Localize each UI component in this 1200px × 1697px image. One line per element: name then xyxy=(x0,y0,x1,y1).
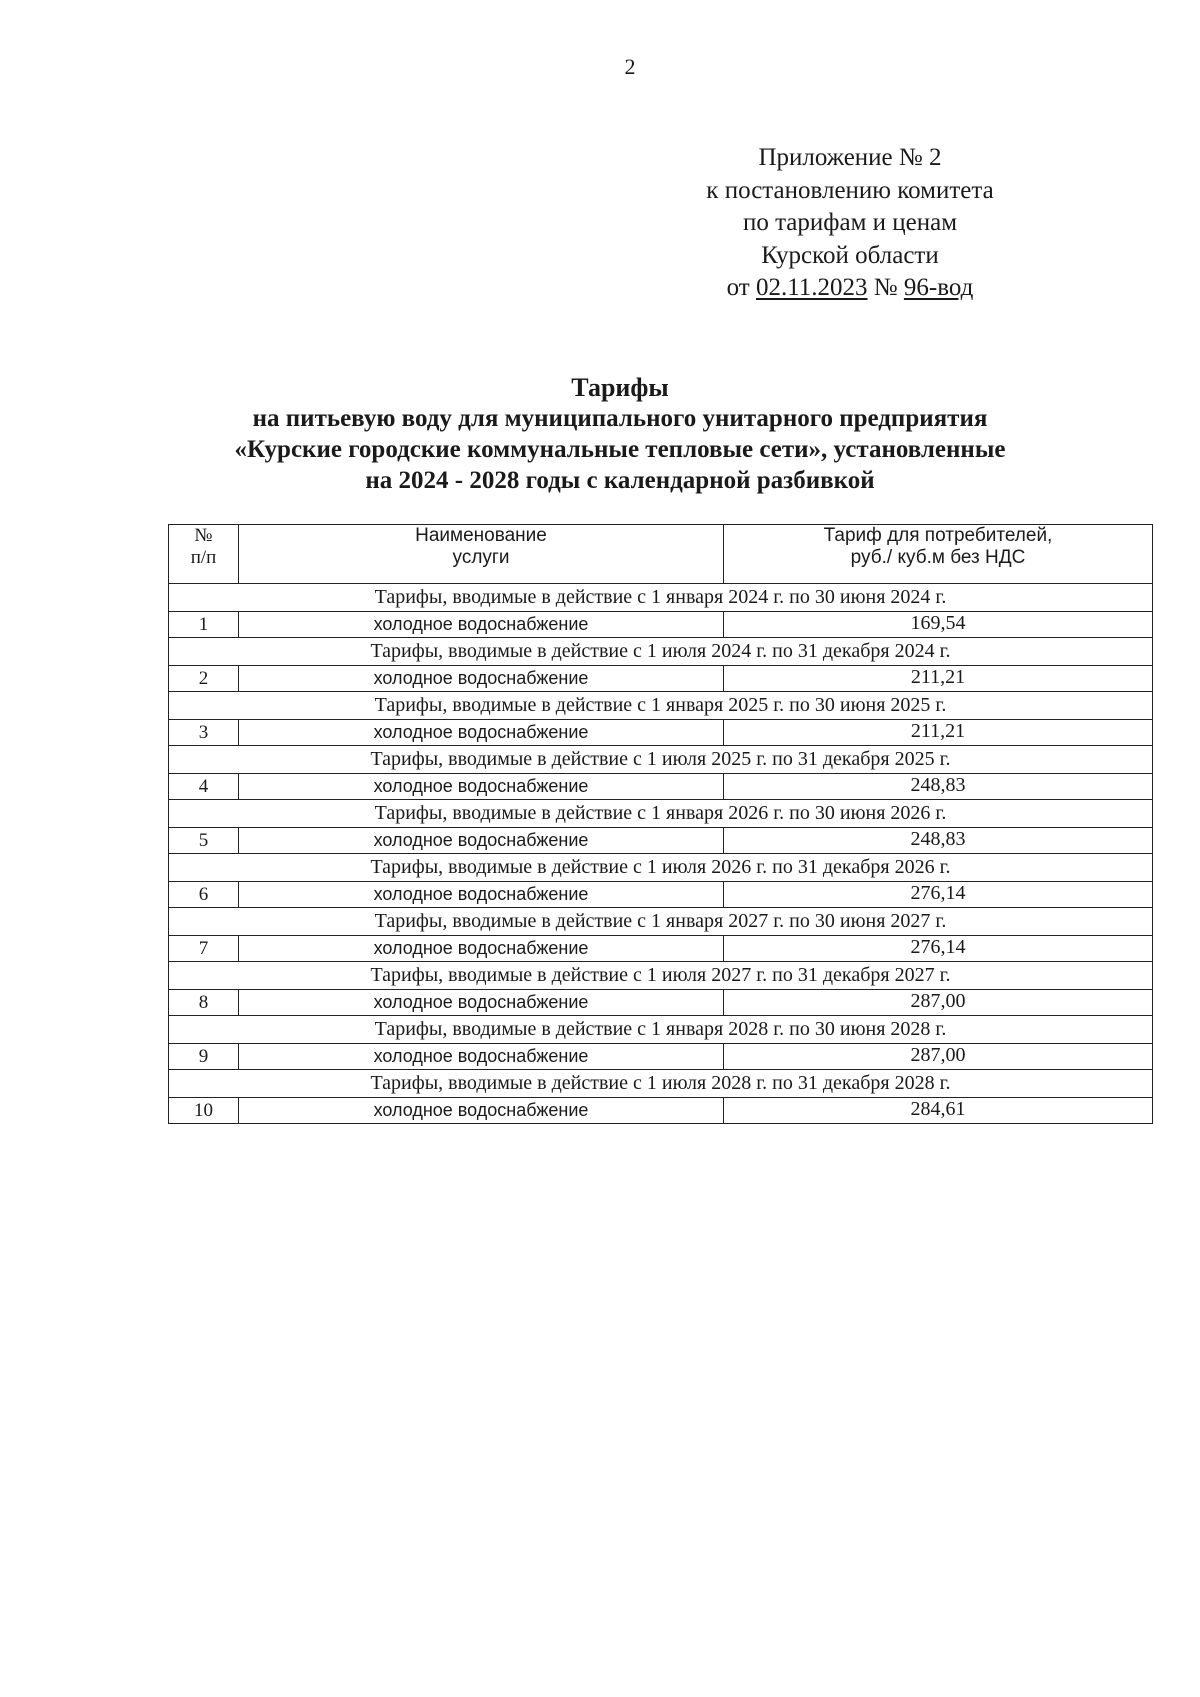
period-row xyxy=(169,1070,1153,1098)
row-tariff: 248,83 xyxy=(724,828,1153,854)
title-main: Тарифы xyxy=(571,373,669,402)
table-row xyxy=(169,720,1153,746)
period-label: Тарифы, вводимые в действие с 1 июля 2025 г. по 31 декабря 2025 г. xyxy=(169,746,1153,774)
appendix-block xyxy=(660,142,1040,305)
period-label: Тарифы, вводимые в действие с 1 января 2024 г. по 30 июня 2024 г. xyxy=(169,584,1153,612)
period-row xyxy=(169,962,1153,990)
table-header-row xyxy=(169,525,1153,584)
table-row xyxy=(169,1098,1153,1124)
row-tariff: 287,00 xyxy=(724,990,1153,1016)
period-row xyxy=(169,584,1153,612)
period-label: Тарифы, вводимые в действие с 1 января 2025 г. по 30 июня 2025 г. xyxy=(169,692,1153,720)
row-number: 6 xyxy=(169,882,239,908)
row-tariff: 284,61 xyxy=(724,1098,1153,1124)
row-number: 4 xyxy=(169,774,239,800)
row-tariff: 276,14 xyxy=(724,936,1153,962)
period-row xyxy=(169,692,1153,720)
table-row xyxy=(169,882,1153,908)
table-row xyxy=(169,774,1153,800)
row-tariff: 248,83 xyxy=(724,774,1153,800)
period-row xyxy=(169,854,1153,882)
header-tariff-line-2: руб./ куб.м без НДС xyxy=(850,547,1026,568)
title-line-3: «Курские городские коммунальные тепловые сети», установленные xyxy=(234,436,1006,463)
row-service: холодное водоснабжение xyxy=(239,882,724,908)
period-label: Тарифы, вводимые в действие с 1 июля 2024 г. по 31 декабря 2024 г. xyxy=(169,638,1153,666)
table-row xyxy=(169,666,1153,692)
header-num-line-2: п/п xyxy=(190,547,217,568)
row-service: холодное водоснабжение xyxy=(239,720,724,746)
row-number: 1 xyxy=(169,612,239,638)
table-row xyxy=(169,612,1153,638)
table-row xyxy=(169,1044,1153,1070)
appendix-number-sign: № xyxy=(873,274,898,301)
period-label: Тарифы, вводимые в действие с 1 января 2027 г. по 30 июня 2027 г. xyxy=(169,908,1153,936)
row-service: холодное водоснабжение xyxy=(239,1044,724,1070)
appendix-line-2: к постановлению комитета xyxy=(706,176,994,204)
period-row xyxy=(169,638,1153,666)
row-tariff: 169,54 xyxy=(724,612,1153,638)
appendix-date: 02.11.2023 xyxy=(755,274,868,301)
row-tariff: 211,21 xyxy=(724,666,1153,692)
row-number: 8 xyxy=(169,990,239,1016)
row-service: холодное водоснабжение xyxy=(239,612,724,638)
header-num-line-1: № xyxy=(194,525,213,546)
header-tariff-line-1: Тариф для потребителей, xyxy=(823,525,1053,546)
appendix-number: 96-вод xyxy=(903,274,974,301)
period-row xyxy=(169,746,1153,774)
period-row xyxy=(169,800,1153,828)
period-label: Тарифы, вводимые в действие с 1 января 2028 г. по 30 июня 2028 г. xyxy=(169,1016,1153,1044)
row-tariff: 276,14 xyxy=(724,882,1153,908)
row-service: холодное водоснабжение xyxy=(239,828,724,854)
period-label: Тарифы, вводимые в действие с 1 июля 2028 г. по 31 декабря 2028 г. xyxy=(169,1070,1153,1098)
row-tariff: 211,21 xyxy=(724,720,1153,746)
row-service: холодное водоснабжение xyxy=(239,666,724,692)
header-tariff xyxy=(724,525,1153,584)
header-service-line-1: Наименование xyxy=(415,525,547,546)
appendix-date-prefix: от xyxy=(726,274,750,301)
period-row xyxy=(169,908,1153,936)
row-service: холодное водоснабжение xyxy=(239,936,724,962)
table-row xyxy=(169,936,1153,962)
title-line-2: на питьевую воду для муниципального унитарного предприятия xyxy=(252,405,988,432)
page-number: 2 xyxy=(624,54,636,79)
table-row xyxy=(169,828,1153,854)
row-number: 10 xyxy=(169,1098,239,1124)
appendix-line-1: Приложение № 2 xyxy=(758,144,942,171)
period-label: Тарифы, вводимые в действие с 1 июля 2026 г. по 31 декабря 2026 г. xyxy=(169,854,1153,882)
appendix-line-3: по тарифам и ценам xyxy=(742,209,958,236)
document-title xyxy=(160,372,1080,496)
row-number: 2 xyxy=(169,666,239,692)
period-label: Тарифы, вводимые в действие с 1 июля 2027 г. по 31 декабря 2027 г. xyxy=(169,962,1153,990)
row-number: 7 xyxy=(169,936,239,962)
table-row xyxy=(169,990,1153,1016)
period-label: Тарифы, вводимые в действие с 1 января 2026 г. по 30 июня 2026 г. xyxy=(169,800,1153,828)
row-service: холодное водоснабжение xyxy=(239,990,724,1016)
period-row xyxy=(169,1016,1153,1044)
header-service xyxy=(239,525,724,584)
row-number: 3 xyxy=(169,720,239,746)
row-service: холодное водоснабжение xyxy=(239,774,724,800)
appendix-line-4: Курской области xyxy=(761,241,939,269)
appendix-date-line xyxy=(660,272,1040,305)
row-tariff: 287,00 xyxy=(724,1044,1153,1070)
title-line-4: на 2024 - 2028 годы с календарной разбивкой xyxy=(365,467,875,494)
row-number: 5 xyxy=(169,828,239,854)
tariff-table xyxy=(168,524,1153,1124)
header-num xyxy=(169,525,239,584)
row-number: 9 xyxy=(169,1044,239,1070)
header-service-line-2: услуги xyxy=(452,547,510,568)
row-service: холодное водоснабжение xyxy=(239,1098,724,1124)
